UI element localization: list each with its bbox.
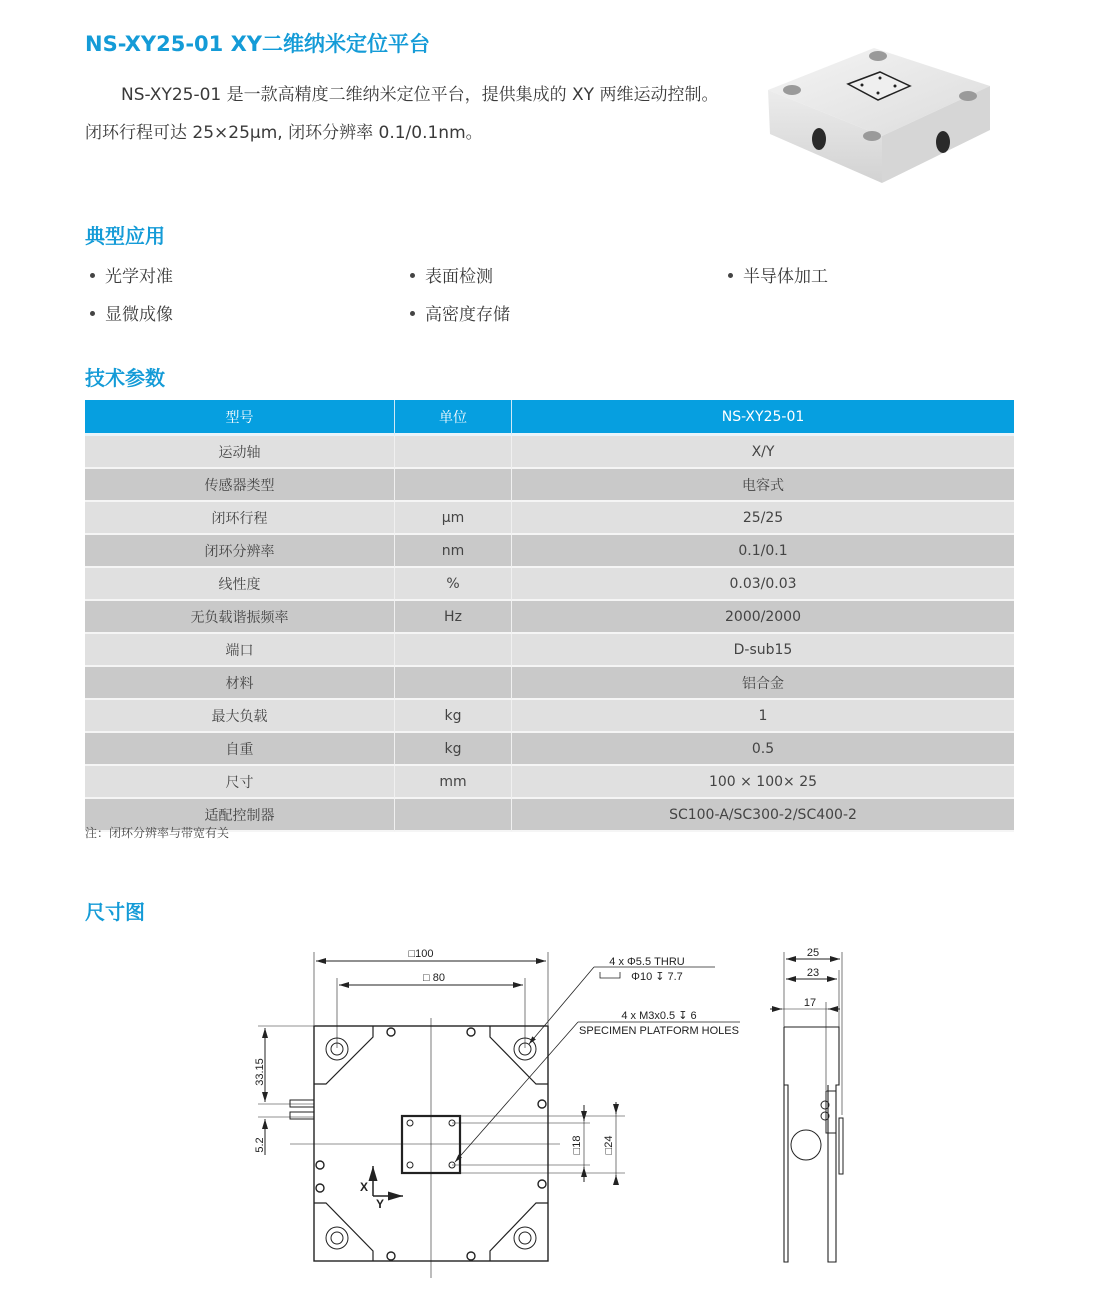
column-header-unit: 单位 <box>395 400 512 436</box>
table-row: 自重 kg 0.5 <box>85 733 1014 766</box>
bullet-icon <box>410 273 415 278</box>
page-title: NS-XY25-01 XY二维纳米定位平台 <box>85 32 430 56</box>
application-item: 光学对准 <box>90 262 173 287</box>
table-row: 适配控制器 SC100-A/SC300-2/SC400-2 <box>85 799 1014 832</box>
table-row: 最大负载 kg 1 <box>85 700 1014 733</box>
table-row: 端口 D-sub15 <box>85 634 1014 667</box>
table-row: 闭环行程 μm 25/25 <box>85 502 1014 535</box>
table-row: 尺寸 mm 100 × 100× 25 <box>85 766 1014 799</box>
dimensions-heading: 尺寸图 <box>85 900 145 924</box>
dim-sq18-label: □18 <box>571 1135 583 1155</box>
thru-holes-label: 4 x Φ5.5 THRU <box>609 956 685 968</box>
application-item: 高密度存储 <box>410 300 510 325</box>
table-row: 运动轴 X/Y <box>85 436 1014 469</box>
dim-outer-label: □100 <box>408 948 434 960</box>
dim-h1-label: 33.15 <box>254 1058 266 1086</box>
axis-x-label: X <box>359 1180 369 1194</box>
counterbore-label: Φ10 ↧ 7.7 <box>631 971 683 983</box>
bullet-icon <box>90 273 95 278</box>
column-header-value: NS-XY25-01 <box>512 400 1014 436</box>
platform-caption-label: SPECIMEN PLATFORM HOLES <box>579 1025 739 1037</box>
application-item: 半导体加工 <box>728 262 828 287</box>
product-photo <box>762 38 994 188</box>
dim-w17-label: 17 <box>803 997 817 1009</box>
spec-table-header <box>85 400 1014 436</box>
applications-heading: 典型应用 <box>85 224 165 248</box>
dim-w25-label: 25 <box>806 947 820 959</box>
bullet-icon <box>90 311 95 316</box>
dim-h2-label: 5.2 <box>254 1137 266 1153</box>
specs-heading: 技术参数 <box>85 366 165 390</box>
table-row: 闭环分辨率 nm 0.1/0.1 <box>85 535 1014 568</box>
table-row: 无负载谐振频率 Hz 2000/2000 <box>85 601 1014 634</box>
intro-paragraph: NS-XY25-01 是一款高精度二维纳米定位平台，提供集成的 XY 两维运动控制。闭环行程可达 25×25μm, 闭环分辨率 0.1/0.1nm。 <box>85 85 719 143</box>
bullet-icon <box>410 311 415 316</box>
dim-sq24-label: □24 <box>603 1135 615 1155</box>
platform-holes-label: 4 x M3x0.5 ↧ 6 <box>621 1010 697 1022</box>
dim-inner-label: □ 80 <box>423 972 445 984</box>
dimension-drawing <box>240 940 860 1290</box>
application-item: 显微成像 <box>90 300 173 325</box>
column-header-model: 型号 <box>85 400 395 436</box>
bullet-icon <box>728 273 733 278</box>
table-row: 传感器类型 电容式 <box>85 469 1014 502</box>
application-item: 表面检测 <box>410 262 493 287</box>
spec-note: 注：闭环分辨率与带宽有关 <box>85 826 230 840</box>
axis-y-label: Y <box>375 1197 385 1211</box>
dim-w23-label: 23 <box>806 967 820 979</box>
table-row: 线性度 % 0.03/0.03 <box>85 568 1014 601</box>
table-row: 材料 铝合金 <box>85 667 1014 700</box>
spec-table <box>85 400 1014 832</box>
